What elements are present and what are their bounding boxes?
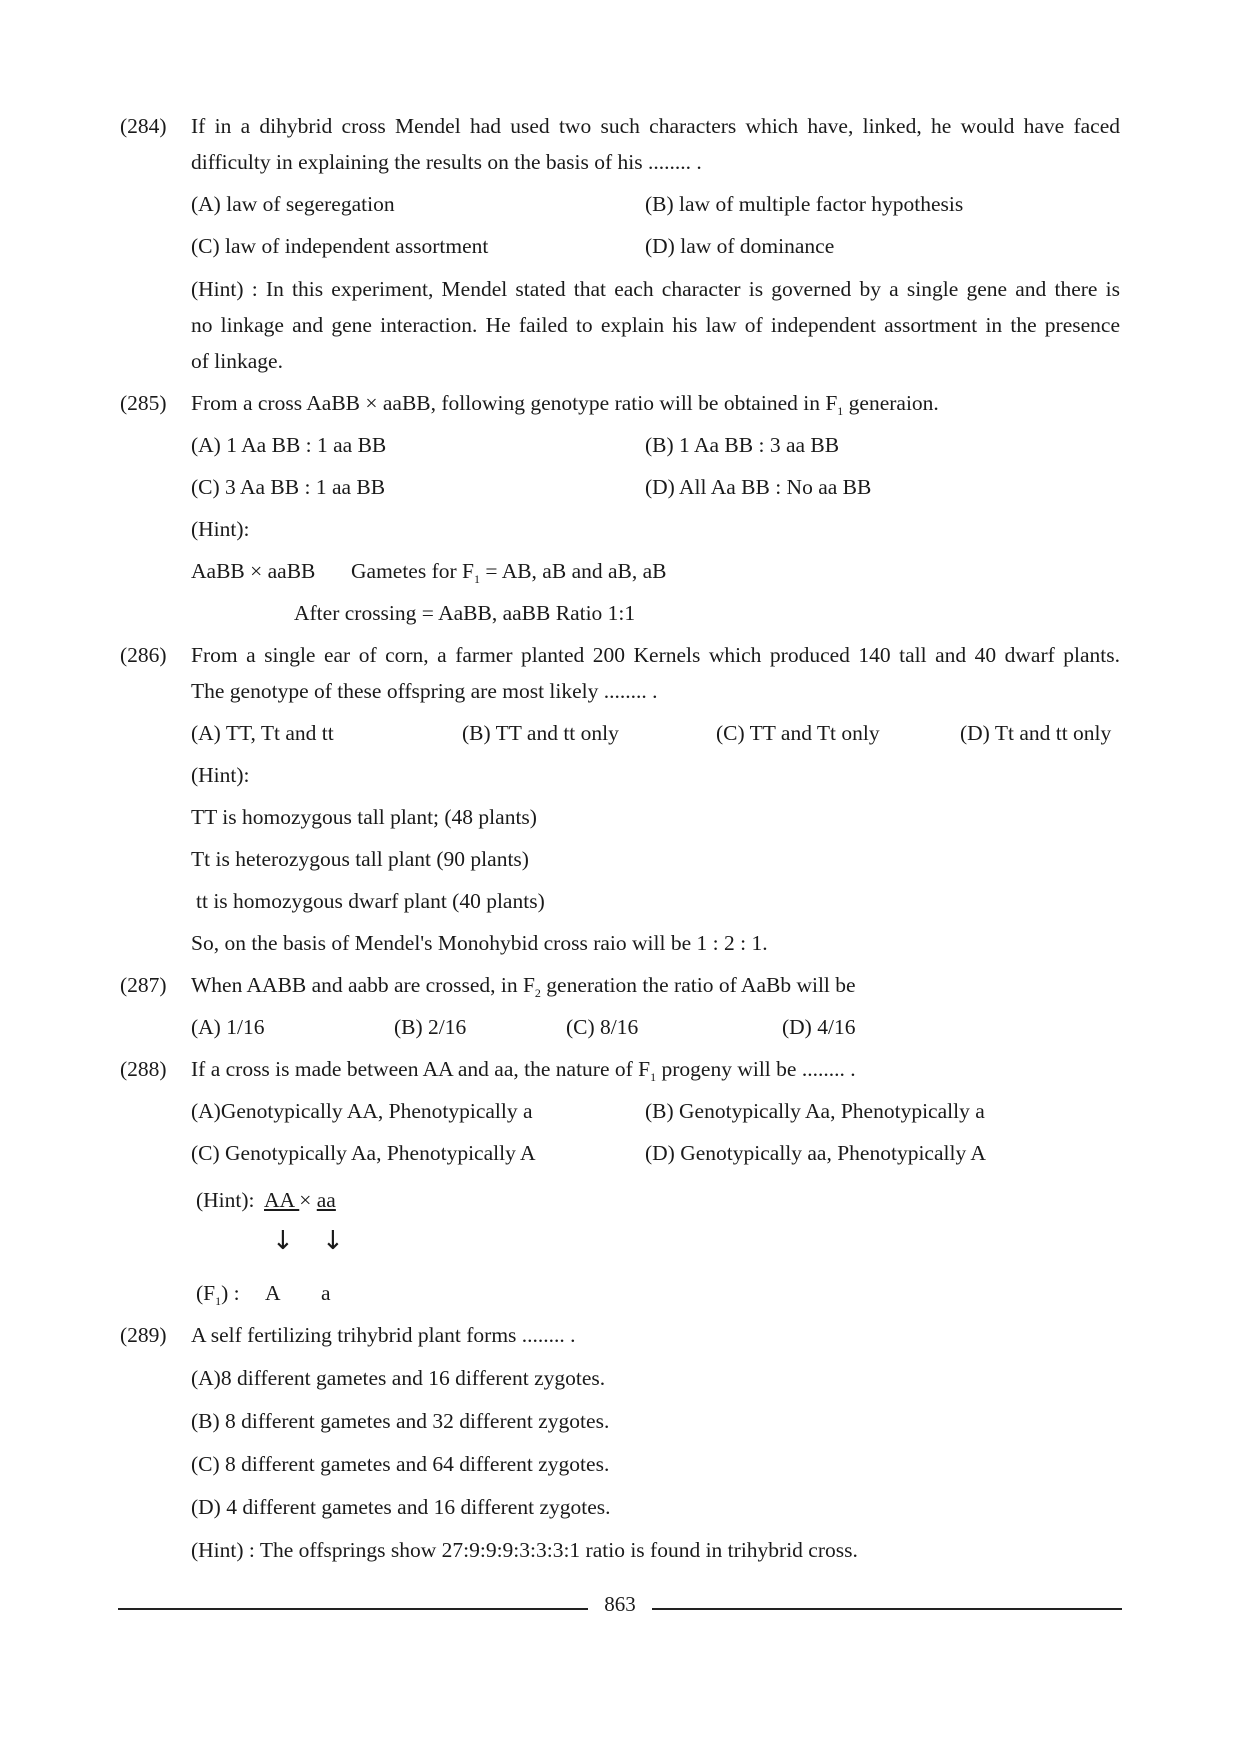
question-text: difficulty in explaining the results on the basis of his ........ . [191, 150, 702, 174]
question-text: When AABB and aabb are crossed, in $F_2$ generation the ratio of AaBb will be [191, 973, 856, 1000]
hint-text: Tt is heterozygous tall plant (90 plants) [191, 847, 529, 871]
hint-text: no linkage and gene interaction. He failed to explain his law of independent assortment in the presence [191, 313, 1120, 337]
hint-text: (Hint) : The offsprings show 27:9:9:9:3:3:3:1 ratio is found in trihybrid cross. [191, 1538, 858, 1562]
hint-label: (Hint): [191, 517, 250, 541]
hint-text: tt is homozygous dwarf plant (40 plants) [196, 889, 545, 913]
option-a: (A)Genotypically AA, Phenotypically a [191, 1099, 533, 1123]
option-c: (C) Genotypically Aa, Phenotypically A [191, 1141, 536, 1165]
hint-cross: AA × aa [264, 1188, 336, 1212]
question-number: (287) [120, 973, 167, 997]
option-a: (A) 1 Aa BB : 1 aa BB [191, 433, 387, 457]
hint-text: So, on the basis of Mendel's Monohybid cross raio will be 1 : 2 : 1. [191, 931, 768, 955]
option-d: (D) 4 different gametes and 16 different zygotes. [191, 1495, 611, 1519]
question-text: From a cross AaBB × aaBB, following genotype ratio will be obtained in $F_1$ generaion. [191, 391, 939, 418]
down-arrow-icon: ↓ [322, 1226, 344, 1256]
hint-text: (Hint) : In this experiment, Mendel stated that each character is governed by a single gene and there is [191, 277, 1120, 301]
option-d: (D) All Aa BB : No aa BB [645, 475, 872, 499]
option-a: (A) law of segeregation [191, 192, 395, 216]
option-c: (C) 3 Aa BB : 1 aa BB [191, 475, 386, 499]
question-number: (286) [120, 643, 167, 667]
hint-label: (Hint): [196, 1188, 255, 1212]
question-text: From a single ear of corn, a farmer planted 200 Kernels which produced 140 tall and 40 dwarf plants. [191, 643, 1120, 667]
page-number: 863 [604, 1592, 636, 1616]
hint-cross: AaBB × aaBB [191, 559, 316, 583]
option-d: (D) Tt and tt only [960, 721, 1112, 745]
f1-label: $(F_1)$ : [196, 1281, 240, 1308]
question-number: (285) [120, 391, 167, 415]
footer-rule-right [652, 1608, 1122, 1610]
option-a: (A) 1/16 [191, 1015, 265, 1039]
option-d: (D) 4/16 [782, 1015, 856, 1039]
option-d: (D) Genotypically aa, Phenotypically A [645, 1141, 986, 1165]
hint-result: After crossing = AaBB, aaBB Ratio 1:1 [294, 601, 636, 625]
hint-text: of linkage. [191, 349, 283, 373]
question-text: If a cross is made between AA and aa, the nature of $F_1$ progeny will be ........ . [191, 1057, 856, 1084]
option-a: (A)8 different gametes and 16 different zygotes. [191, 1366, 606, 1390]
option-c: (C) 8 different gametes and 64 different zygotes. [191, 1452, 610, 1476]
option-b: (B) 2/16 [394, 1015, 467, 1039]
question-text: A self fertilizing trihybrid plant forms ........ . [191, 1323, 576, 1347]
option-d: (D) law of dominance [645, 234, 835, 258]
question-text: The genotype of these offspring are most likely ........ . [191, 679, 658, 703]
option-b: (B) 8 different gametes and 32 different zygotes. [191, 1409, 610, 1433]
gamete-a-upper: A [265, 1281, 281, 1305]
option-c: (C) 8/16 [566, 1015, 639, 1039]
hint-text: TT is homozygous tall plant; (48 plants) [191, 805, 537, 829]
hint-label: (Hint): [191, 763, 250, 787]
option-c: (C) TT and Tt only [716, 721, 880, 745]
question-number: (289) [120, 1323, 167, 1347]
gamete-a-lower: a [321, 1281, 331, 1305]
question-text: If in a dihybrid cross Mendel had used two such characters which have, linked, he would have faced [191, 114, 1120, 138]
hint-gametes: Gametes for $F_1$ = AB, aB and aB, aB [351, 559, 667, 586]
option-b: (B) TT and tt only [462, 721, 619, 745]
down-arrow-icon: ↓ [272, 1226, 294, 1256]
question-number: (284) [120, 114, 167, 138]
question-number: (288) [120, 1057, 167, 1081]
option-a: (A) TT, Tt and tt [191, 721, 334, 745]
option-b: (B) Genotypically Aa, Phenotypically a [645, 1099, 985, 1123]
footer-rule-left [118, 1608, 588, 1610]
option-b: (B) law of multiple factor hypothesis [645, 192, 964, 216]
option-c: (C) law of independent assortment [191, 234, 489, 258]
option-b: (B) 1 Aa BB : 3 aa BB [645, 433, 840, 457]
